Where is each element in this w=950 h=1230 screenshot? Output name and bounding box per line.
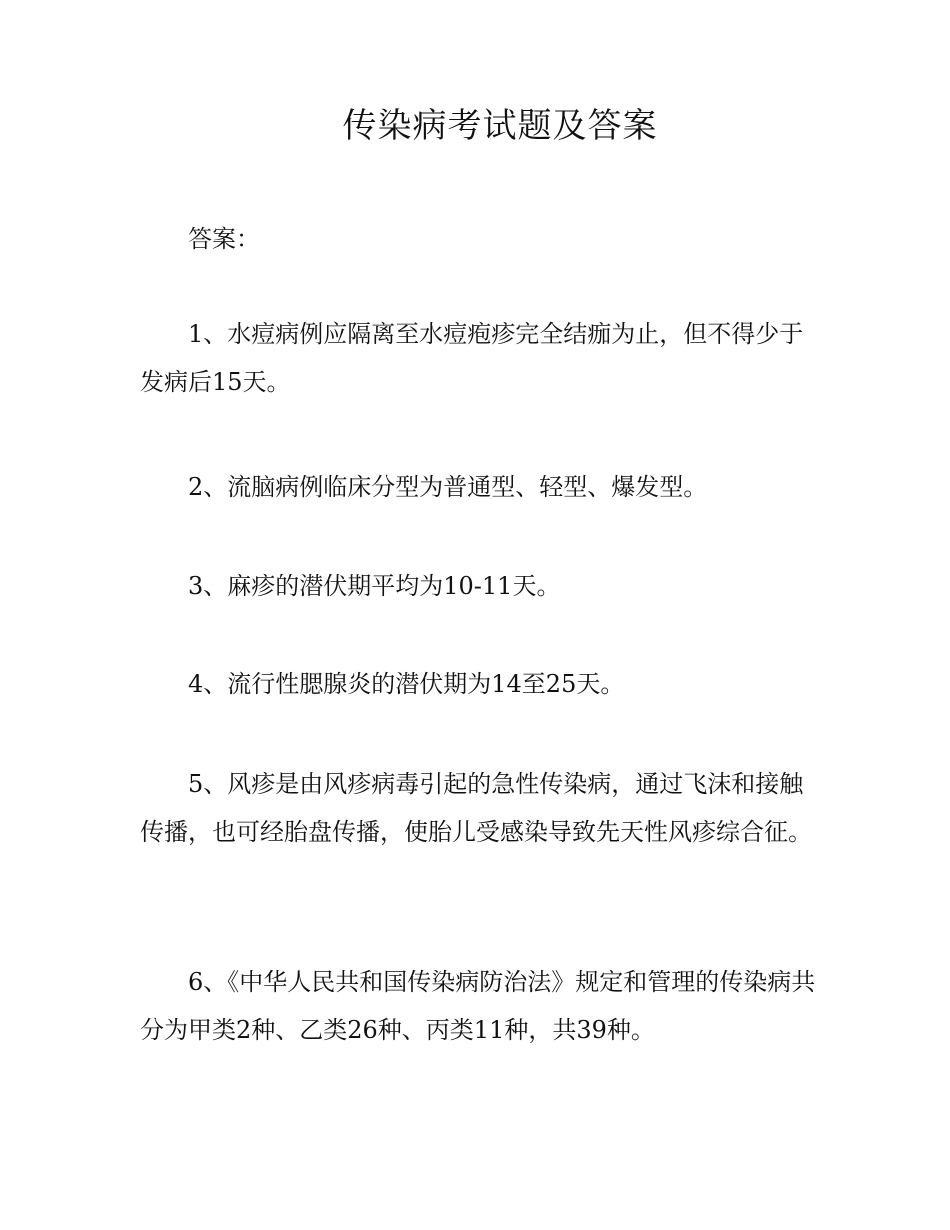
answer-item-4: 4、流行性腮腺炎的潜伏期为14至25天。: [188, 670, 625, 698]
answer-item-6: 6、《中华人民共和国传染病防治法》规定和管理的传染病共分为甲类2种、乙类26种、丙类11种，共39种。: [140, 968, 816, 1044]
answer-item-1: 1、水痘病例应隔离至水痘疱疹完全结痂为止，但不得少于发病后15天。: [140, 320, 804, 396]
answer-item-3: 3、麻疹的潜伏期平均为10-11天。: [188, 572, 561, 600]
document-title: 传染病考试题及答案: [342, 106, 658, 146]
answer-label: 答案：: [188, 225, 260, 253]
answer-item-5: 5、风疹是由风疹病毒引起的急性传染病，通过飞沫和接触传播，也可经胎盘传播，使胎儿受感染导致先天性风疹综合征。: [140, 770, 812, 846]
answer-item-2: 2、流脑病例临床分型为普通型、轻型、爆发型。: [188, 473, 708, 501]
